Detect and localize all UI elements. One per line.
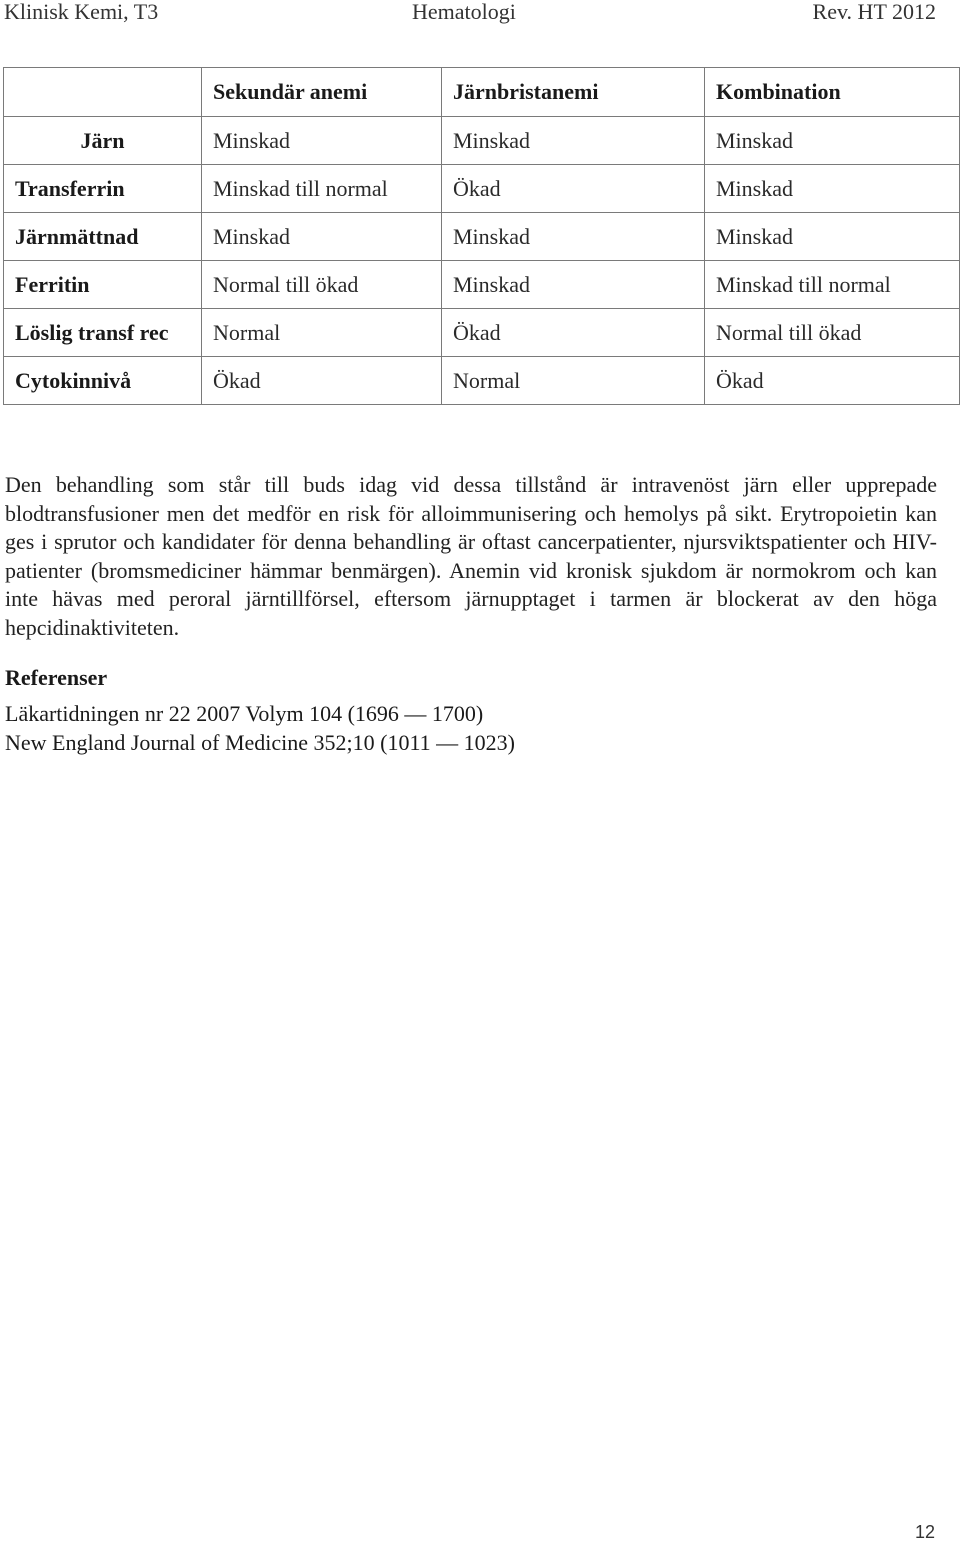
table-header-cell: Kombination [705,68,960,117]
table-cell: Minskad [202,213,442,261]
table-header-row [4,68,960,117]
table-header-cell: Sekundär anemi [202,68,442,117]
table-cell: Minskad [705,165,960,213]
table-row [4,213,960,261]
page-number: 12 [914,1522,935,1542]
table-row [4,357,960,405]
table-row [4,309,960,357]
row-label: Ferritin [4,261,202,309]
table-cell: Minskad [705,117,960,165]
table-cell: Normal [442,357,705,405]
table-cell: Minskad till normal [202,165,442,213]
row-label: Löslig transf rec [4,309,202,357]
table-header-cell [4,68,202,117]
table-cell: Minskad [705,213,960,261]
table-row [4,117,960,165]
row-label: Transferrin [4,165,202,213]
table-cell: Minskad [442,117,705,165]
table-cell: Minskad [442,261,705,309]
references-heading: Referenser [5,665,108,690]
table-cell: Minskad [442,213,705,261]
comparison-table [3,67,960,405]
reference-item: New England Journal of Medicine 352;10 (1011 — 1023) [5,730,515,755]
table-cell: Normal [202,309,442,357]
table-header-cell: Järnbristanemi [442,68,705,117]
body-paragraph: Den behandling som står till buds idag vid dessa tillstånd är intravenöst järn eller upprepade blodtransfusioner men det medför en risk för alloimmunisering och hemolys på sikt. Erytropoietin kan ges i sprutor och kandidater för denna behandling är oftast cancerpatienter, njursviktspatienter och HIV-patienter (bromsmediciner hämmar benmärgen). Anemin vid kronisk sjukdom är normokrom och kan inte hävas med peroral järntillförsel, eftersom järnupptaget i tarmen är blockerat av den höga hepcidinaktiviteten. [5,472,937,640]
table-cell: Ökad [442,309,705,357]
reference-item: Läkartidningen nr 22 2007 Volym 104 (1696 — 1700) [5,701,484,726]
row-label: Järnmättnad [4,213,202,261]
table-cell: Minskad till normal [705,261,960,309]
header-revision: Rev. HT 2012 [812,0,936,24]
table-cell: Normal till ökad [705,309,960,357]
row-label: Cytokinnivå [4,357,202,405]
page-header [0,0,960,26]
table-cell: Normal till ökad [202,261,442,309]
table-cell: Ökad [705,357,960,405]
header-course: Klinisk Kemi, T3 [4,0,159,24]
table-cell: Ökad [202,357,442,405]
table-row [4,261,960,309]
table-cell: Ökad [442,165,705,213]
row-label: Järn [4,117,202,165]
table-row [4,165,960,213]
table-cell: Minskad [202,117,442,165]
header-subject: Hematologi [412,0,516,24]
